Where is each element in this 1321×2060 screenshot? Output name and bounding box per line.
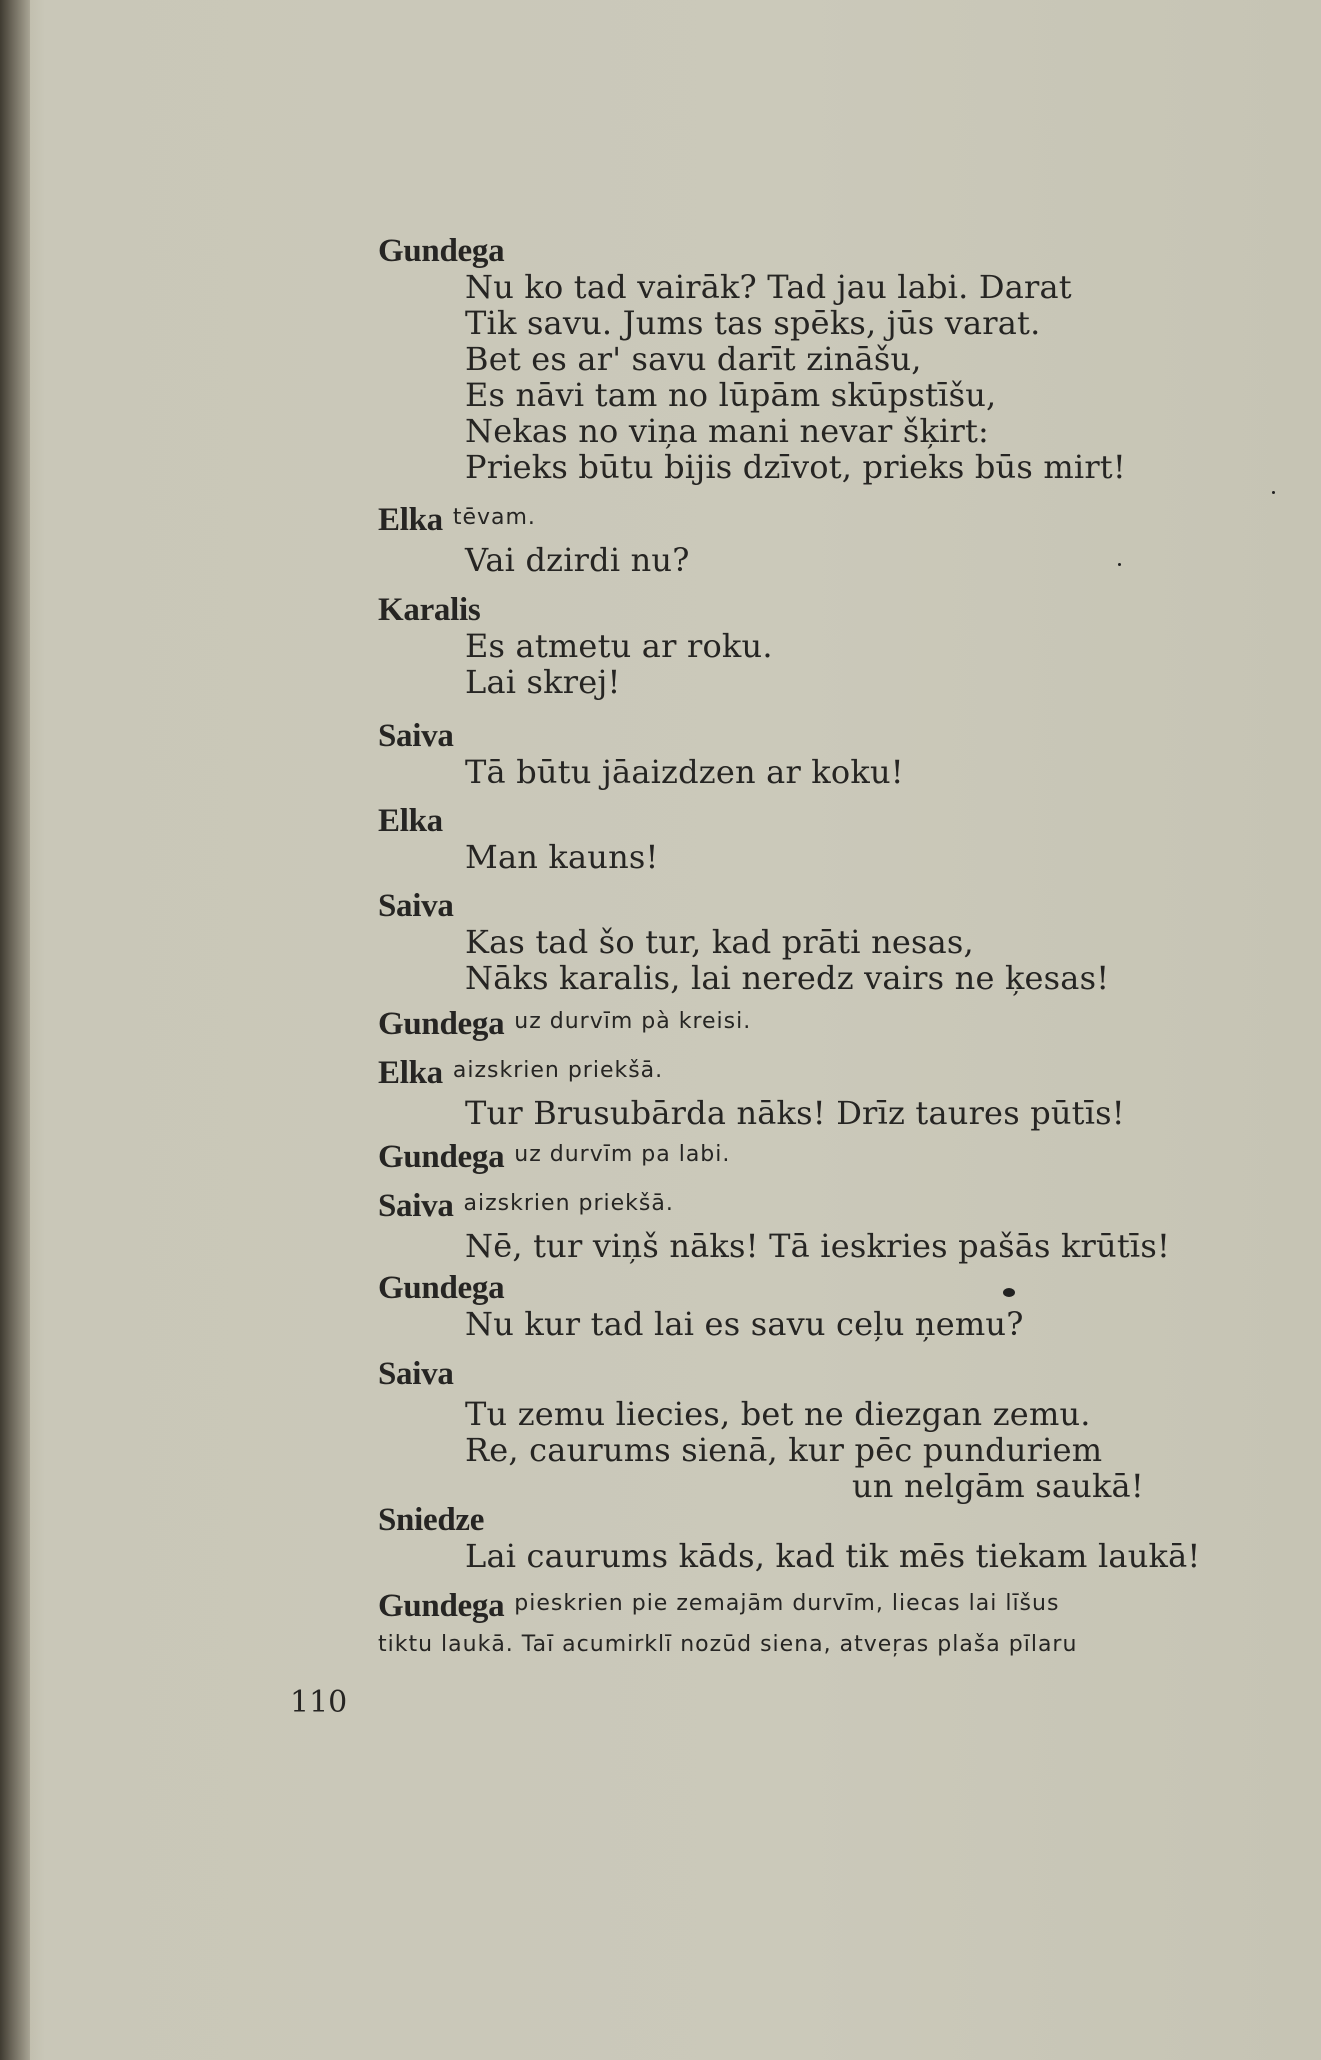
dialogue-block (378, 233, 1126, 485)
verse-line-continuation: un nelgām saukā! (852, 1467, 1144, 1505)
speaker-name: Karalis (378, 592, 481, 628)
verse-line: Vai dzirdi nu? (465, 541, 690, 579)
speaker-label: Gundega (378, 1139, 505, 1175)
speaker-name (378, 1188, 1170, 1228)
verse-line: Lai caurums kāds, kad tik mēs tiekam laukā! (465, 1537, 1201, 1575)
speaker-name (378, 1139, 730, 1179)
speaker-label: Elka (378, 1055, 443, 1091)
speaker-name: Sniedze (378, 1502, 485, 1538)
verse-line: Nu ko tad vairāk? Tad jau labi. Darat (465, 268, 1072, 306)
stage-direction: aizskrien priekšā. (452, 1058, 664, 1083)
dialogue-block (378, 718, 904, 790)
dialogue-block (378, 888, 1109, 996)
verse-line: Nē, tur viņš nāks! Tā ieskries pašās krūtīs! (465, 1227, 1171, 1265)
ink-speck (1003, 1288, 1015, 1297)
speaker-name: Gundega (378, 1270, 505, 1306)
verse-line: Tur Brusubārda nāks! Drīz taures pūtīs! (465, 1094, 1125, 1132)
verse-line: Tu zemu liecies, bet ne diezgan zemu. (465, 1395, 1091, 1433)
dialogue-block (378, 1588, 1077, 1662)
speaker-name: Gundega (378, 233, 505, 269)
dialogue-block (378, 592, 773, 700)
speaker-name (378, 1588, 1077, 1628)
verse-line: Es nāvi tam no lūpām skūpstīšu, (465, 376, 997, 414)
ink-speck (1272, 491, 1275, 494)
speaker-name: Elka (378, 803, 443, 839)
speaker-name: Saiva (378, 1356, 454, 1392)
speaker-name (378, 1006, 751, 1046)
speaker-name: Saiva (378, 888, 454, 924)
speaker-label: Gundega (378, 1006, 505, 1042)
verse-line: Nāks karalis, lai neredz vairs ne ķesas! (465, 959, 1110, 997)
speaker-label: Saiva (378, 1188, 454, 1224)
dialogue-block (378, 1502, 1200, 1574)
ink-speck (1118, 563, 1121, 566)
dialogue-block (378, 803, 659, 875)
verse-line: Bet es ar' savu darīt zināšu, (465, 340, 922, 378)
speaker-name (378, 502, 690, 542)
verse-line: Re, caurums sienā, kur pēc punduriem (465, 1431, 1103, 1469)
stage-direction: aizskrien priekšā. (463, 1191, 674, 1216)
dialogue-block (378, 502, 690, 578)
stage-direction: uz durvīm pà kreisi. (514, 1009, 752, 1034)
verse-line: Tā būtu jāaizdzen ar koku! (465, 753, 904, 791)
verse-line: Es atmetu ar roku. (465, 627, 773, 665)
stage-direction: uz durvīm pa labi. (514, 1142, 731, 1167)
stage-direction-continuation: tiktu laukā. Taī acumirklī nozūd siena, atveŗas plaša pīlaru (378, 1632, 1078, 1657)
dialogue-block (378, 1356, 1144, 1504)
dialogue-block (378, 1139, 730, 1179)
stage-direction: tēvam. (452, 505, 536, 530)
dialogue-block (378, 1006, 751, 1046)
verse-line: Nu kur tad lai es savu ceļu ņemu? (465, 1305, 1024, 1343)
dialogue-block (378, 1188, 1170, 1264)
verse-line: Kas tad šo tur, kad prāti nesas, (465, 923, 974, 961)
stage-direction: pieskrien pie zemajām durvīm, liecas lai līšus (514, 1591, 1060, 1616)
verse-line: Tik savu. Jums tas spēks, jūs varat. (465, 304, 1041, 342)
verse-line: Prieks būtu bijis dzīvot, prieks būs mirt! (465, 448, 1126, 486)
dialogue-block (378, 1270, 1024, 1342)
dialogue-block (378, 1055, 1125, 1131)
speaker-name (378, 1055, 1125, 1095)
speaker-label: Elka (378, 502, 443, 538)
verse-line: Nekas no viņa mani nevar šķirt: (465, 412, 990, 450)
speaker-name: Saiva (378, 718, 454, 754)
verse-line: Lai skrej! (465, 663, 621, 701)
page-number: 110 (290, 1685, 348, 1720)
speaker-label: Gundega (378, 1588, 505, 1624)
verse-line: Man kauns! (465, 838, 659, 876)
